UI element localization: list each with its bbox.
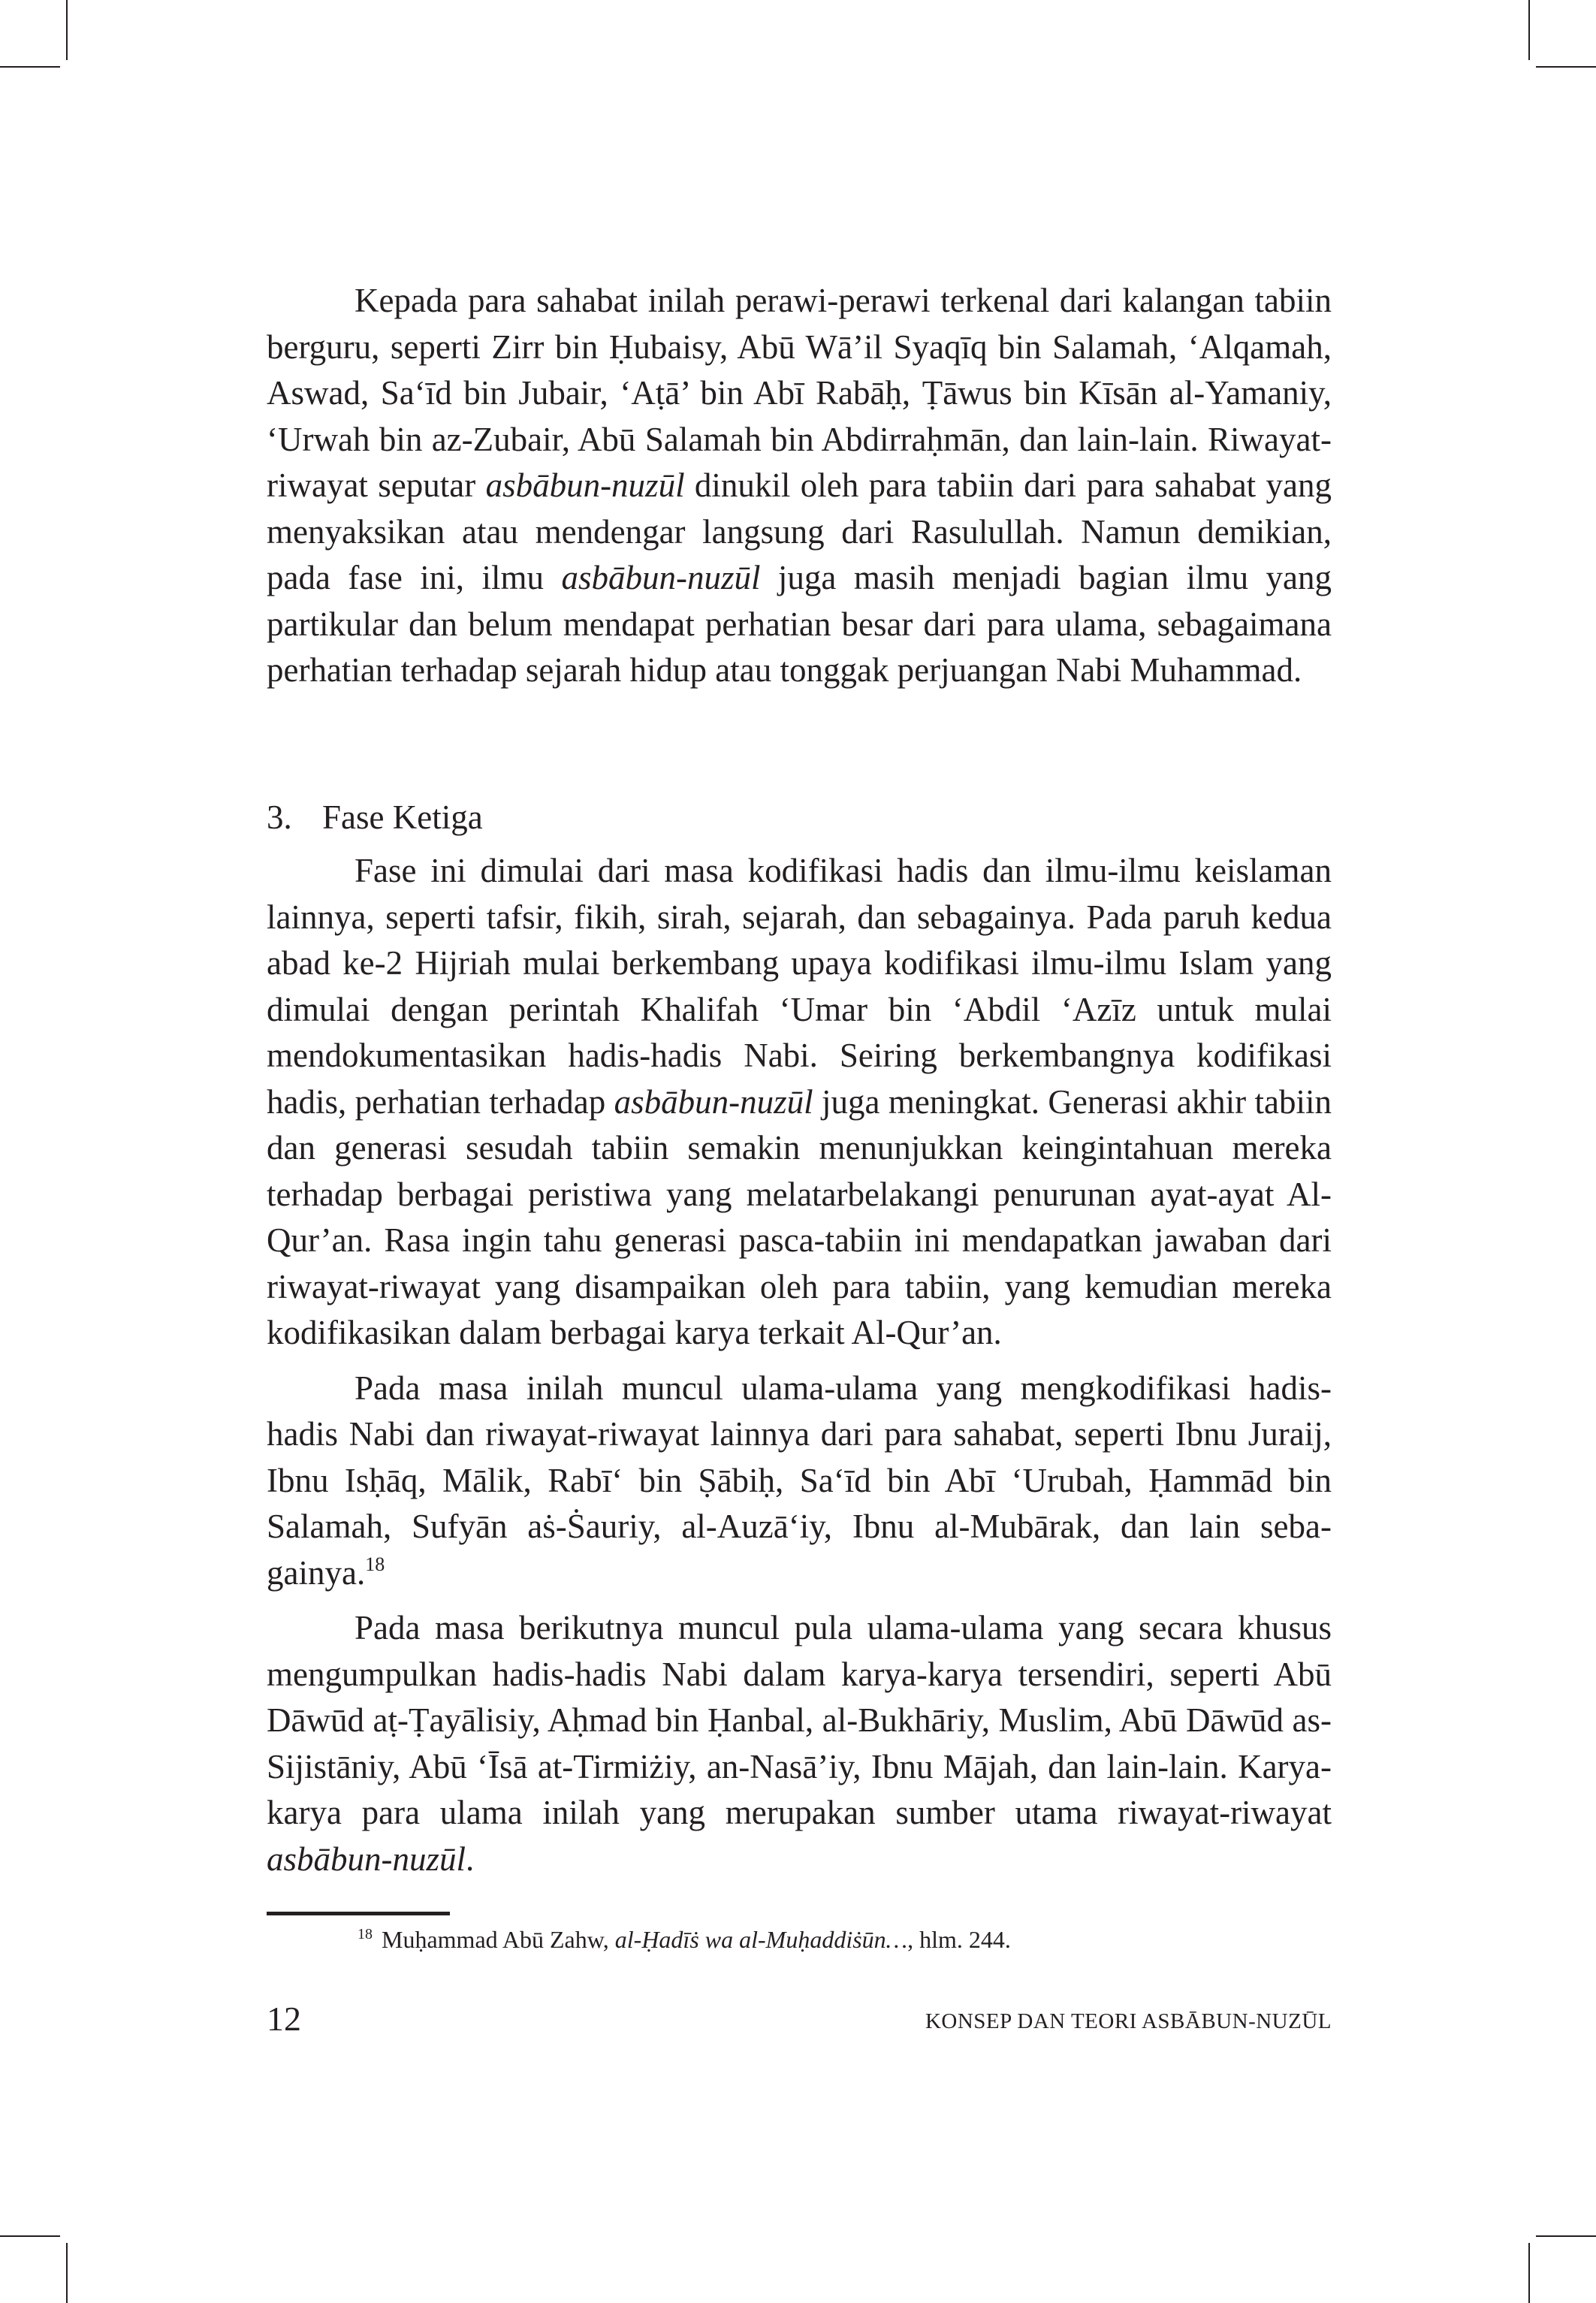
section-title: Fase Ketiga (322, 798, 483, 836)
crop-mark (66, 2243, 68, 2303)
crop-mark (0, 2235, 60, 2237)
crop-mark (1536, 2235, 1596, 2237)
text-run: , hlm. 244. (907, 1926, 1011, 1953)
text-run: juga masih menjadi bagian ilmu yang partikular dan belum mendapat perhatian besar dari para ulama, sebagaimana perhatian terhadap sejarah hidup atau tonggak perjuangan Nabi Muhammad. (267, 559, 1332, 689)
crop-mark (1528, 0, 1530, 60)
footnote-marker: 18 (365, 1553, 385, 1575)
italic-term: asbābun-nuzūl (267, 1840, 466, 1878)
crop-mark (0, 66, 60, 68)
italic-term: asbābun-nuzūl (614, 1082, 813, 1121)
page-number: 12 (267, 2000, 301, 2038)
crop-mark (1528, 2243, 1530, 2303)
paragraph (267, 1605, 1332, 1882)
paragraph (267, 848, 1332, 1357)
text-run: . (466, 1840, 475, 1878)
text-run: juga meningkat. Generasi akhir tabiin dan generasi sesudah tabiin semakin menunjukkan keingintahuan mereka terhadap berbagai peristiwa yang melatarbelakangi penurunan ayat-ayat Al-Qur’an. Rasa ingin tahu generasi pasca-tabiin ini mendapatkan jawaban dari riwayat-riwayat yang disampaikan oleh para tabiin, yang kemudian mereka kodifikasikan dalam berbagai karya terkait Al-Qur’an. (267, 1082, 1332, 1351)
crop-mark (1536, 66, 1596, 68)
crop-mark (66, 0, 68, 60)
body-text-main (267, 848, 1332, 1882)
paragraph (267, 278, 1332, 694)
italic-term: asbābun-nuzūl (485, 466, 685, 504)
running-footer: KONSEP DAN TEORI ASBĀBUN-NUZŪL (925, 2009, 1332, 2033)
text-run: Fase ini dimulai dari masa kodifikasi hadis dan ilmu-ilmu keislaman lainnya, seperti tafsir, fikih, sirah, sejarah, dan sebagainya. Pada paruh kedua abad ke-2 Hijriah mulai berkembang upaya kodifikasi ilmu-ilmu Islam yang dimulai dengan perintah Khalifah ‘Umar bin ‘Abdil ‘Azīz untuk mulai mendokumentasikan hadis-hadis Nabi. Seiring berkembangnya kodifikasi hadis, perhatian terhadap (267, 852, 1332, 1121)
text-run: dinukil oleh para tabiin dari para sahabat yang menyaksikan atau mendengar langsung dari Rasulullah. Namun demikian, pada fase ini, ilmu (267, 466, 1332, 596)
italic-term: asbābun-nuzūl (561, 559, 761, 596)
italic-term: al-Ḥadīṡ wa al-Muḥaddiṡūn… (614, 1926, 908, 1953)
footnote-marker: 18 (358, 1926, 373, 1942)
text-run: Kepada para sahabat inilah perawi-perawi terkenal dari kalangan tabiin berguru, seperti Zirr bin Ḥubaisy, Abū Wā’il Syaqīq bin Salamah, ‘Alqamah, Aswad, Sa‘īd bin Jubair, ‘Aṭā’ bin Abī Rabāḥ, Ṭāwus bin Kīsān al-Yamaniy, ‘Urwah bin az-Zubair, Abū Salamah bin Abdirraḥmān, dan lain-lain. Riwayat-riwayat seputar (267, 282, 1332, 504)
footnote (358, 1923, 1011, 1956)
footnote-separator (267, 1912, 450, 1915)
body-text-top (267, 278, 1332, 694)
text-run: Muḥammad Abū Zahw, (382, 1926, 615, 1953)
text-run: Pada masa berikutnya muncul pula ulama-ulama yang secara khusus mengumpulkan hadis-hadis Nabi dalam karya-karya tersendiri, seperti Abū Dāwūd aṭ-Ṭayālisiy, Aḥmad bin Ḥanbal, al-Bukhāriy, Muslim, Abū Dāwūd as-Sijistāniy, Abū ‘Īsā at-Tirmiżiy, an-Nasā’iy, Ibnu Mājah, dan lain-lain. Karya-karya para ulama inilah yang merupakan sumber utama riwayat-riwayat (267, 1609, 1332, 1831)
section-heading (267, 795, 483, 841)
text-run: Pada masa inilah muncul ulama-ulama yang mengkodifikasi hadis-hadis Nabi dan riwayat-riwayat lainnya dari para sahabat, seperti Ibnu Juraij, Ibnu Isḥāq, Mālik, Rabī‘ bin Ṣābiḥ, Sa‘īd bin Abī ‘Urubah, Ḥammād bin Salamah, Sufyān aṡ-Ṡauriy, al-Auzā‘iy, Ibnu al-Mubārak, dan lain sebagainya. (267, 1369, 1332, 1592)
section-number: 3. (267, 798, 292, 836)
paragraph (267, 1366, 1332, 1597)
